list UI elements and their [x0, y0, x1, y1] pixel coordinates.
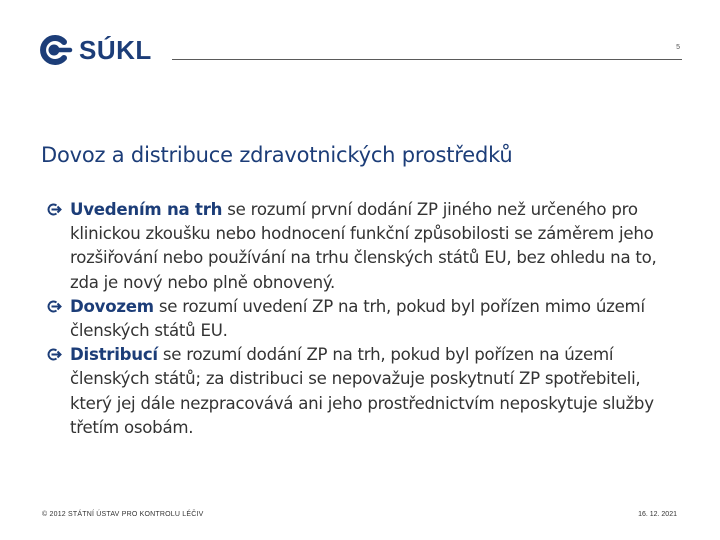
footer-copyright: © 2012 STÁTNÍ ÚSTAV PRO KONTROLU LÉČIV [42, 511, 204, 518]
circle-arrow-bullet-icon [45, 300, 62, 313]
bullet-text [70, 198, 685, 295]
bullet-item [45, 295, 685, 343]
bullet-item [45, 343, 685, 440]
header-divider [172, 59, 682, 60]
bullet-text [70, 295, 685, 343]
bullet-item [45, 198, 685, 295]
page-number: 5 [676, 44, 680, 51]
bullet-term: Dovozem [70, 296, 154, 316]
bullet-text [70, 343, 685, 440]
footer-date: 16. 12. 2021 [638, 511, 677, 518]
bullet-term: Uvedením na trh [70, 200, 223, 219]
bullet-term: Distribucí [70, 345, 158, 365]
sukl-logo [37, 34, 152, 66]
logo-text: SÚKL [79, 35, 152, 65]
bullet-description: se rozumí dodání ZP na trh, pokud byl pořízen na území členských států; za distribuci se nepovažuje poskytnutí ZP spotřebiteli, který jej dále nezpracovává ani jeho prostřednictvím neposkytuje služby třetím osobám. [70, 345, 654, 437]
bullet-description: se rozumí uvedení ZP na trh, pokud byl pořízen mimo území členských států EU. [70, 296, 645, 341]
circle-arrow-bullet-icon [45, 348, 62, 361]
bullet-list [45, 198, 685, 440]
circle-arrow-bullet-icon [45, 203, 62, 216]
slide-title: Dovoz a distribuce zdravotnických prostředků [41, 143, 513, 167]
bullet-description: se rozumí první dodání ZP jiného než určeného pro klinickou zkoušku nebo hodnocení funkční způsobilosti se záměrem jeho rozšiřování nebo používání na trhu členských států EU, bez ohledu na to, zda je nový nebo plně obnovený. [70, 200, 657, 292]
sukl-logo-mark-icon [37, 34, 73, 66]
